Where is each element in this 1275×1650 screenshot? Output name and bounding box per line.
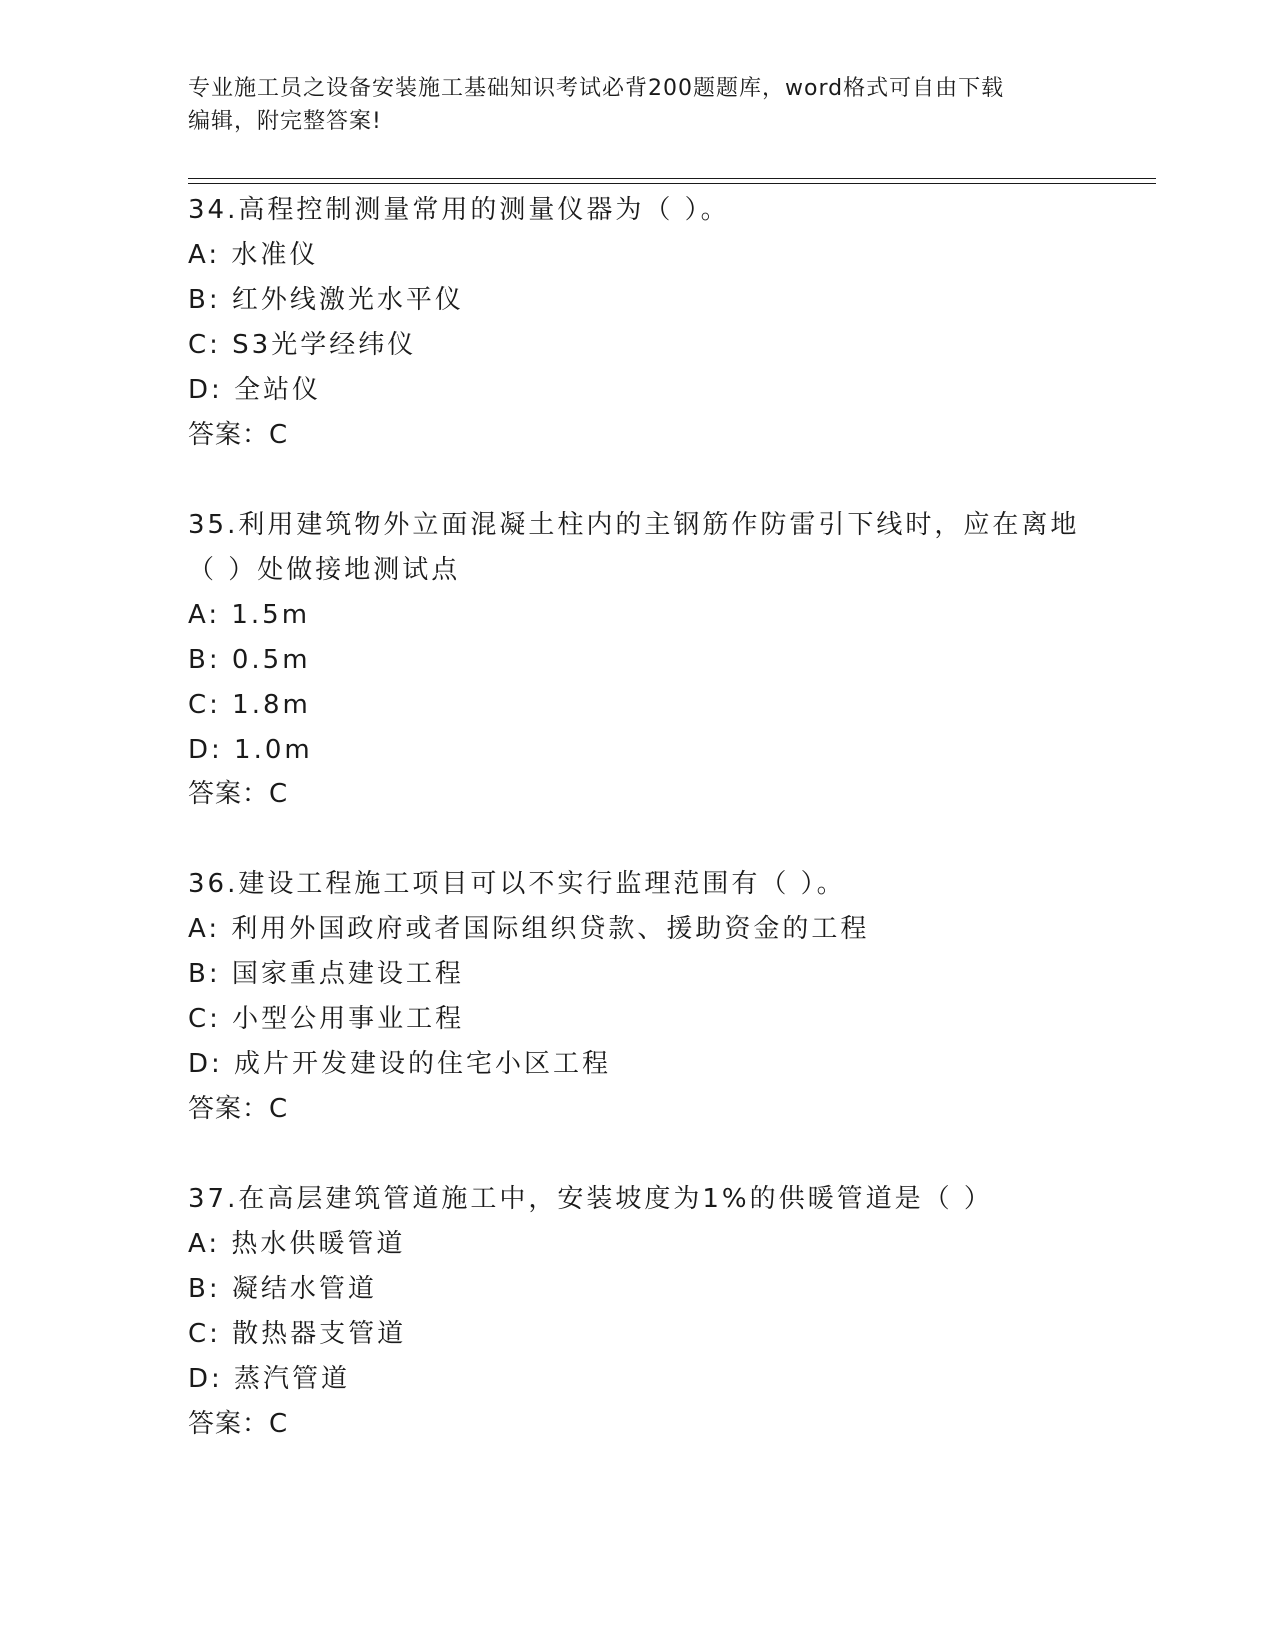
option-c: C: 小型公用事业工程 bbox=[188, 1004, 465, 1034]
option-a: A: 1.5m bbox=[188, 600, 311, 630]
option-a: A: 热水供暖管道 bbox=[188, 1229, 406, 1259]
option-d: D: 全站仪 bbox=[188, 375, 322, 405]
header-line-1: 专业施工员之设备安装施工基础知识考试必背200题题库，word格式可自由下载 bbox=[188, 76, 1005, 101]
header-line-2: 编辑，附完整答案! bbox=[188, 109, 382, 134]
option-d: D: 蒸汽管道 bbox=[188, 1364, 351, 1394]
question-stem: 37.在高层建筑管道施工中，安装坡度为1%的供暖管道是（ ） bbox=[188, 1184, 993, 1214]
option-a: A: 利用外国政府或者国际组织贷款、援助资金的工程 bbox=[188, 914, 870, 944]
option-b: B: 红外线激光水平仪 bbox=[188, 285, 464, 315]
document-header bbox=[188, 72, 1068, 138]
question-stem: 35.利用建筑物外立面混凝土柱内的主钢筋作防雷引下线时，应在离地 bbox=[188, 510, 1080, 540]
answer: 答案：C bbox=[188, 1409, 289, 1439]
answer: 答案：C bbox=[188, 1094, 289, 1124]
header-divider-bottom bbox=[188, 183, 1156, 184]
answer: 答案：C bbox=[188, 779, 289, 809]
question-stem: 34.高程控制测量常用的测量仪器为（ ）。 bbox=[188, 195, 730, 225]
question-stem-continued: （ ）处做接地测试点 bbox=[188, 555, 461, 585]
option-d: D: 成片开发建设的住宅小区工程 bbox=[188, 1049, 612, 1079]
option-c: C: 散热器支管道 bbox=[188, 1319, 407, 1349]
answer: 答案：C bbox=[188, 420, 289, 450]
option-c: C: S3光学经纬仪 bbox=[188, 330, 417, 360]
option-d: D: 1.0m bbox=[188, 735, 313, 765]
question-stem: 36.建设工程施工项目可以不实行监理范围有（ ）。 bbox=[188, 869, 846, 899]
option-b: B: 0.5m bbox=[188, 645, 311, 675]
option-b: B: 国家重点建设工程 bbox=[188, 959, 464, 989]
header-divider-top bbox=[188, 178, 1156, 179]
option-a: A: 水准仪 bbox=[188, 240, 319, 270]
option-b: B: 凝结水管道 bbox=[188, 1274, 377, 1304]
option-c: C: 1.8m bbox=[188, 690, 311, 720]
